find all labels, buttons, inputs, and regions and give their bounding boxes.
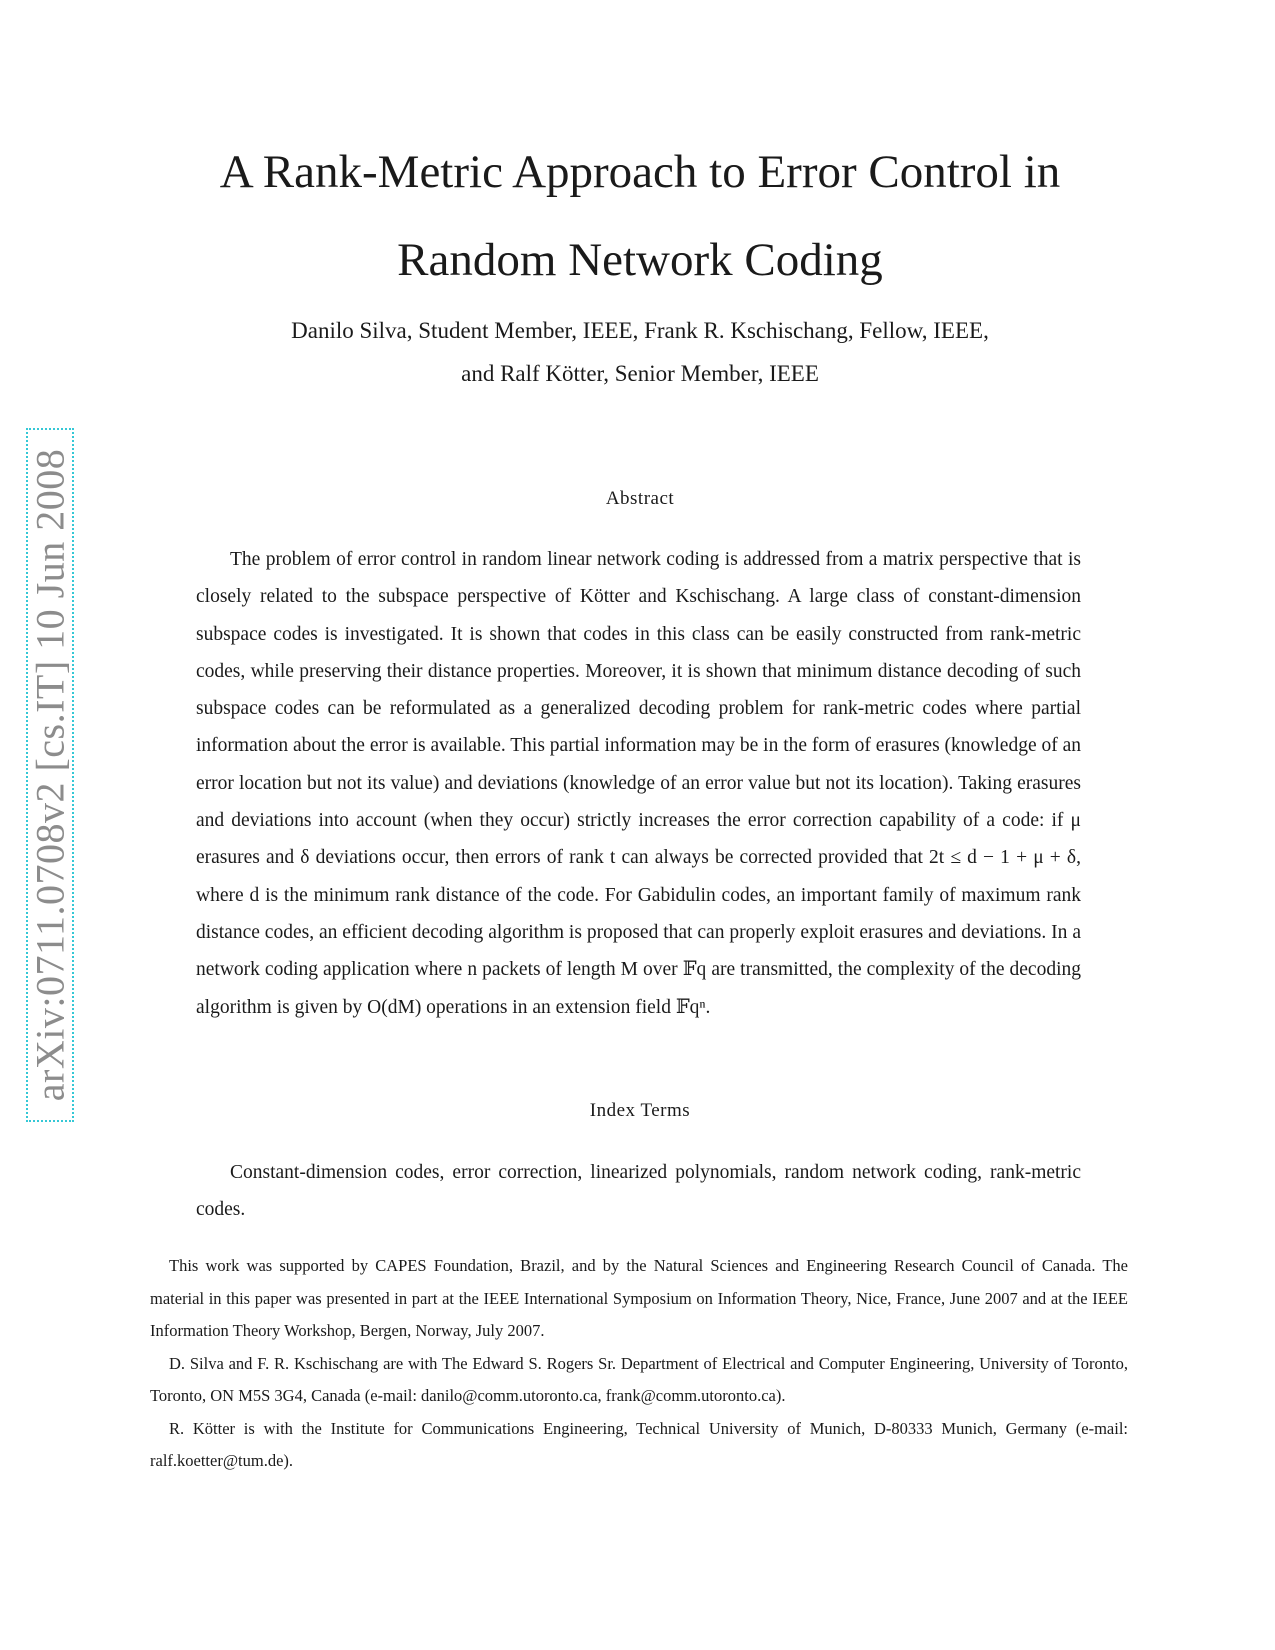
author-line-2: and Ralf Kötter, Senior Member, IEEE — [461, 361, 819, 386]
footnote-funding: This work was supported by CAPES Foundation, Brazil, and by the Natural Sciences and Engineering Research Council of Canada. The material in this paper was presented in part at the IEEE International Symposium on Information Theory, Nice, France, June 2007 and at the IEEE Information Theory Workshop, Bergen, Norway, July 2007. — [150, 1256, 1128, 1340]
footnote-affiliation-munich: R. Kötter is with the Institute for Communications Engineering, Technical University of Munich, D-80333 Munich, Germany (e-mail: ralf.koetter@tum.de). — [150, 1418, 1128, 1470]
arxiv-stamp — [26, 428, 74, 1122]
arxiv-stamp-text: arXiv:0711.0708v2 [cs.IT] 10 Jun 2008 — [27, 448, 73, 1102]
author-line-1: Danilo Silva, Student Member, IEEE, Frank R. Kschischang, Fellow, IEEE, — [291, 318, 989, 343]
author-list — [140, 309, 1140, 395]
abstract-body: The problem of error control in random linear network coding is addressed from a matrix perspective that is closely related to the subspace perspective of Kötter and Kschischang. A large class of constant-dimension subspace codes is investigated. It is shown that codes in this class can be easily constructed from rank-metric codes, while preserving their distance properties. Moreover, it is shown that minimum distance decoding of such subspace codes can be reformulated as a generalized decoding problem for rank-metric codes where partial information about the error is available. This partial information may be in the form of erasures (knowledge of an error location but not its value) and deviations (knowledge of an error value but not its location). Taking erasures and deviations into account (when they occur) strictly increases the error correction capability of a code: if μ erasures and δ deviations occur, then errors of rank t can always be corrected provided that 2t ≤ d − 1 + μ + δ, where d is the minimum rank distance of the code. For Gabidulin codes, an important family of maximum rank distance codes, an efficient decoding algorithm is proposed that can properly exploit erasures and deviations. In a network coding application where n packets of length M over 𝔽q are transmitted, the complexity of the decoding algorithm is given by O(dM) operations in an extension field 𝔽qⁿ. — [196, 549, 1081, 1018]
footnote-affiliation-toronto: D. Silva and F. R. Kschischang are with The Edward S. Rogers Sr. Department of Electrical and Computer Engineering, University of Toronto, Toronto, ON M5S 3G4, Canada (e-mail: danilo@comm.utoronto.ca, frank@comm.utoronto.ca). — [150, 1353, 1128, 1405]
index-terms-heading: Index Terms — [589, 1100, 691, 1121]
paper-title: A Rank-Metric Approach to Error Control in Random Network Coding — [219, 146, 1061, 286]
footnotes — [150, 1250, 1128, 1478]
abstract-heading: Abstract — [605, 488, 675, 509]
index-terms-body: Constant-dimension codes, error correction, linearized polynomials, random network coding, rank-metric codes. — [196, 1162, 1081, 1221]
